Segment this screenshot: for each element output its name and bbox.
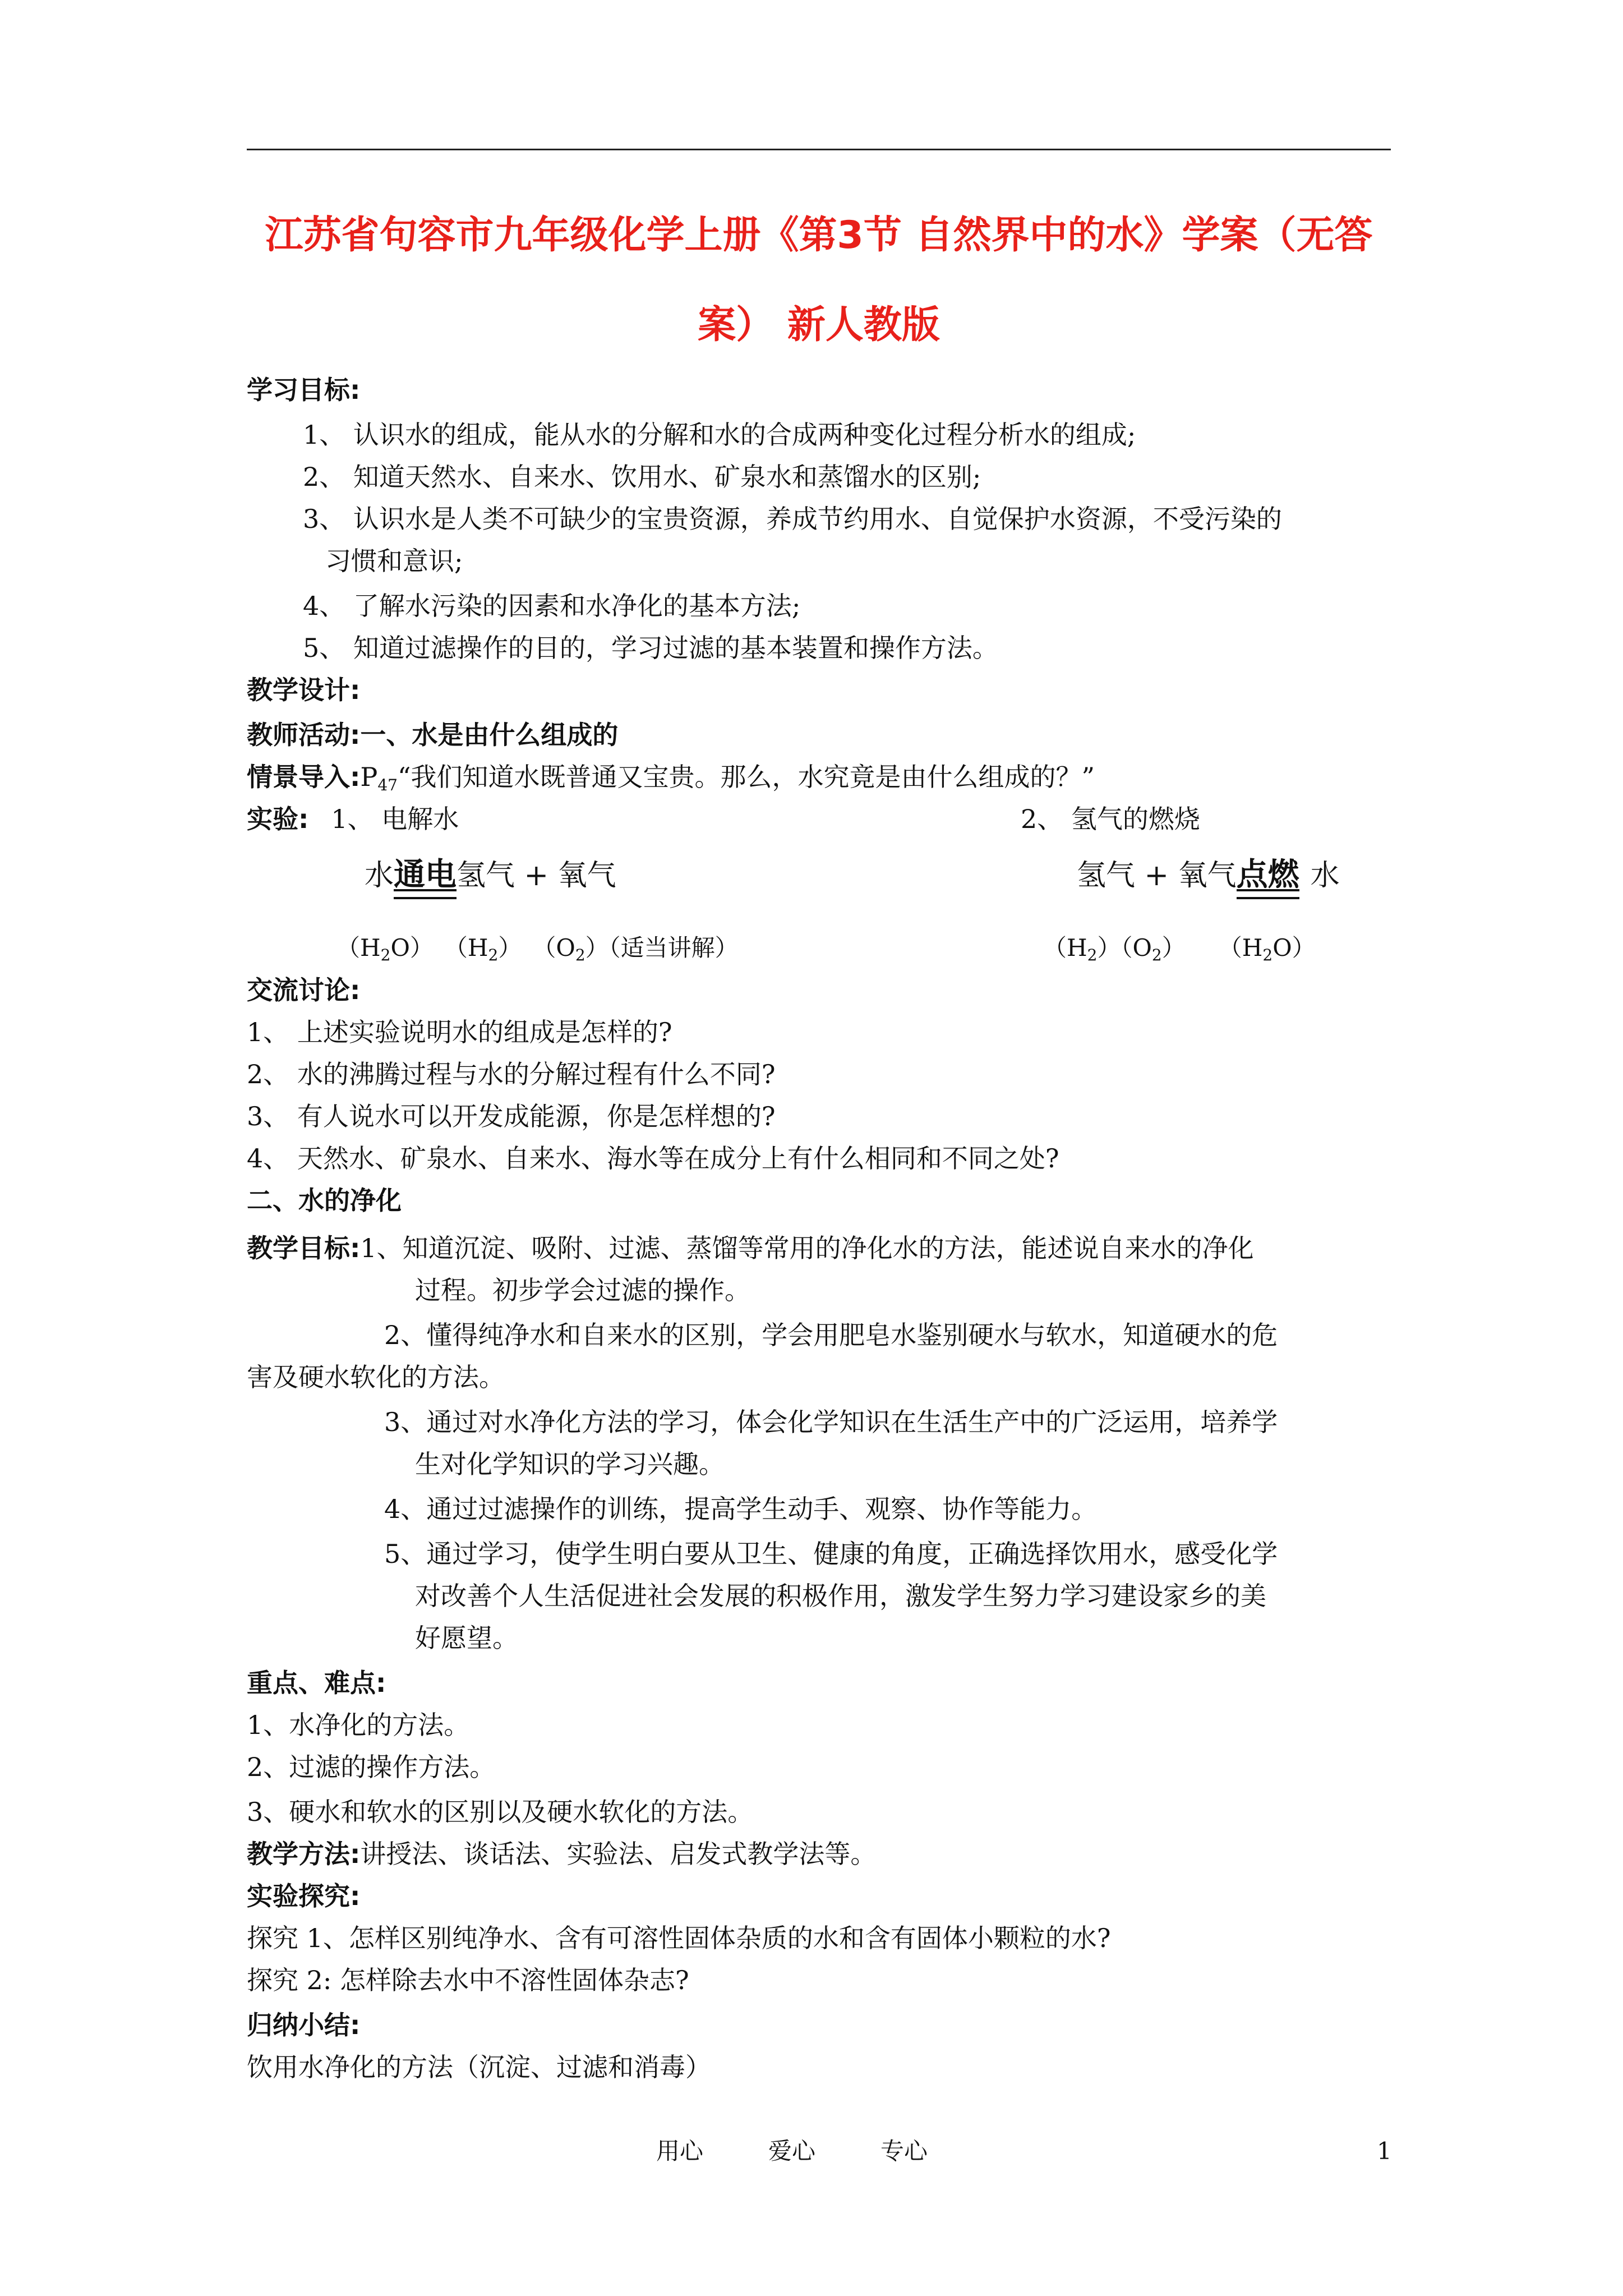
goal-item: 3、 认识水是人类不可缺少的宝贵资源，养成节约用水、自觉保护水资源，不受污染的 xyxy=(303,504,1282,534)
inquiry-heading: 实验探究: xyxy=(247,1881,361,1911)
discussion-item: 1、 上述实验说明水的组成是怎样的? xyxy=(247,1017,672,1047)
goal-item: 4、 了解水污染的因素和水净化的基本方法; xyxy=(303,591,801,621)
purification-goal: 5、通过学习，使学生明白要从卫生、健康的角度，正确选择饮用水，感受化学 xyxy=(384,1539,1278,1569)
goals-heading: 学习目标: xyxy=(247,375,361,405)
discussion-heading: 交流讨论: xyxy=(247,975,361,1005)
experiment-label: 实验: xyxy=(247,804,309,834)
key-point-item: 3、硬水和软水的区别以及硬水软化的方法。 xyxy=(247,1797,754,1827)
discussion-item: 2、 水的沸腾过程与水的分解过程有什么不同? xyxy=(247,1059,776,1089)
scenario-intro xyxy=(247,760,1095,794)
discussion-item: 4、 天然水、矿泉水、自来水、海水等在成分上有什么相同和不同之处? xyxy=(247,1143,1059,1174)
purification-goal: 4、通过过滤操作的训练，提高学生动手、观察、协作等能力。 xyxy=(384,1494,1098,1524)
footer-motto: 用心 xyxy=(656,2137,704,2165)
purification-goal-continued: 过程。初步学会过滤的操作。 xyxy=(415,1275,750,1305)
goal-item-continued: 习惯和意识; xyxy=(325,546,463,576)
eq1-condition: 通电 xyxy=(394,855,457,900)
eq1-reactant: 水 xyxy=(365,859,394,892)
purification-goals-label: 教学目标: xyxy=(247,1233,361,1263)
discussion-item: 3、 有人说水可以开发成能源，你是怎样想的? xyxy=(247,1101,776,1131)
teaching-methods xyxy=(247,1837,876,1871)
purification-goal-continued: 对改善个人生活促进社会发展的积极作用，激发学生努力学习建设家乡的美 xyxy=(415,1581,1266,1611)
goal-item: 2、 知道天然水、自来水、饮用水、矿泉水和蒸馏水的区别; xyxy=(303,462,981,492)
purification-goal: 2、懂得纯净水和自来水的区别，学会用肥皂水鉴别硬水与软水，知道硬水的危 xyxy=(384,1320,1278,1350)
eq2-reactants: 氢气 + 氧气 xyxy=(1077,859,1237,892)
teaching-methods-label: 教学方法: xyxy=(247,1839,361,1869)
page-ref: $P_{47}$ xyxy=(360,762,398,794)
equation-combustion xyxy=(1077,855,1340,900)
page-number: 1 xyxy=(1377,2137,1392,2165)
purification-goal-continued: 害及硬水软化的方法。 xyxy=(247,1362,505,1392)
inquiry-item: 探究 2: 怎样除去水中不溶性固体杂志? xyxy=(247,1965,689,1995)
teaching-methods-text: 讲授法、谈话法、实验法、启发式教学法等。 xyxy=(360,1839,877,1869)
goal-item: 1、 认识水的组成，能从水的分解和水的合成两种变化过程分析水的组成; xyxy=(303,420,1136,450)
purification-goal: 教学目标:1、知道沉淀、吸附、过滤、蒸馏等常用的净化水的方法，能述说自来水的净化 xyxy=(247,1233,1254,1263)
eq1-products: 氢气 + 氧气 xyxy=(457,859,616,892)
header-rule xyxy=(247,149,1391,150)
teacher-activity-text: 一、水是由什么组成的 xyxy=(360,720,619,750)
summary-heading: 归纳小结: xyxy=(247,2010,361,2040)
footer-motto: 专心 xyxy=(880,2137,928,2165)
experiment-1: 1、 电解水 xyxy=(331,804,459,834)
document-title-line2: 案） 新人教版 xyxy=(698,303,940,347)
eq2-product: 水 xyxy=(1310,859,1340,892)
goal-item: 5、 知道过滤操作的目的，学习过滤的基本装置和操作方法。 xyxy=(303,633,998,663)
teacher-activity-label: 教师活动: xyxy=(247,720,361,750)
footer-motto: 爱心 xyxy=(768,2137,816,2165)
eq2-condition: 点燃 xyxy=(1237,855,1299,900)
equation-electrolysis xyxy=(365,855,616,900)
key-point-item: 1、水净化的方法。 xyxy=(247,1710,470,1740)
document-title-line1: 江苏省句容市九年级化学上册《第3节 自然界中的水》学案（无答 xyxy=(265,213,1373,257)
inquiry-item: 探究 1、怎样区别纯净水、含有可溶性固体杂质的水和含有固体小颗粒的水? xyxy=(247,1923,1111,1953)
scenario-intro-text: “我们知道水既普通又宝贵。那么，水究竟是由什么组成的？” xyxy=(398,762,1095,792)
purification-heading: 二、水的净化 xyxy=(247,1185,402,1216)
purification-goal-continued: 生对化学知识的学习兴趣。 xyxy=(415,1449,725,1479)
purification-goal-continued: 好愿望。 xyxy=(415,1623,518,1653)
scenario-intro-label: 情景导入: xyxy=(247,762,361,792)
key-points-heading: 重点、难点: xyxy=(247,1668,386,1698)
eq2-formulas: $(H_2)(O_2)$ $(H_2O)$ xyxy=(1043,934,1316,964)
eq1-formulas: $(H_2O)$ $(H_2)$ $(O_2)$（适当讲解） xyxy=(336,934,739,964)
key-point-item: 2、过滤的操作方法。 xyxy=(247,1752,496,1782)
experiment-row xyxy=(247,802,459,836)
summary-text: 饮用水净化的方法（沉淀、过滤和消毒） xyxy=(247,2052,711,2082)
teacher-activity xyxy=(247,718,618,752)
experiment-2: 2、 氢气的燃烧 xyxy=(1021,804,1200,834)
design-heading: 教学设计: xyxy=(247,675,361,705)
purification-goal: 3、通过对水净化方法的学习，体会化学知识在生活生产中的广泛运用，培养学 xyxy=(384,1407,1278,1437)
